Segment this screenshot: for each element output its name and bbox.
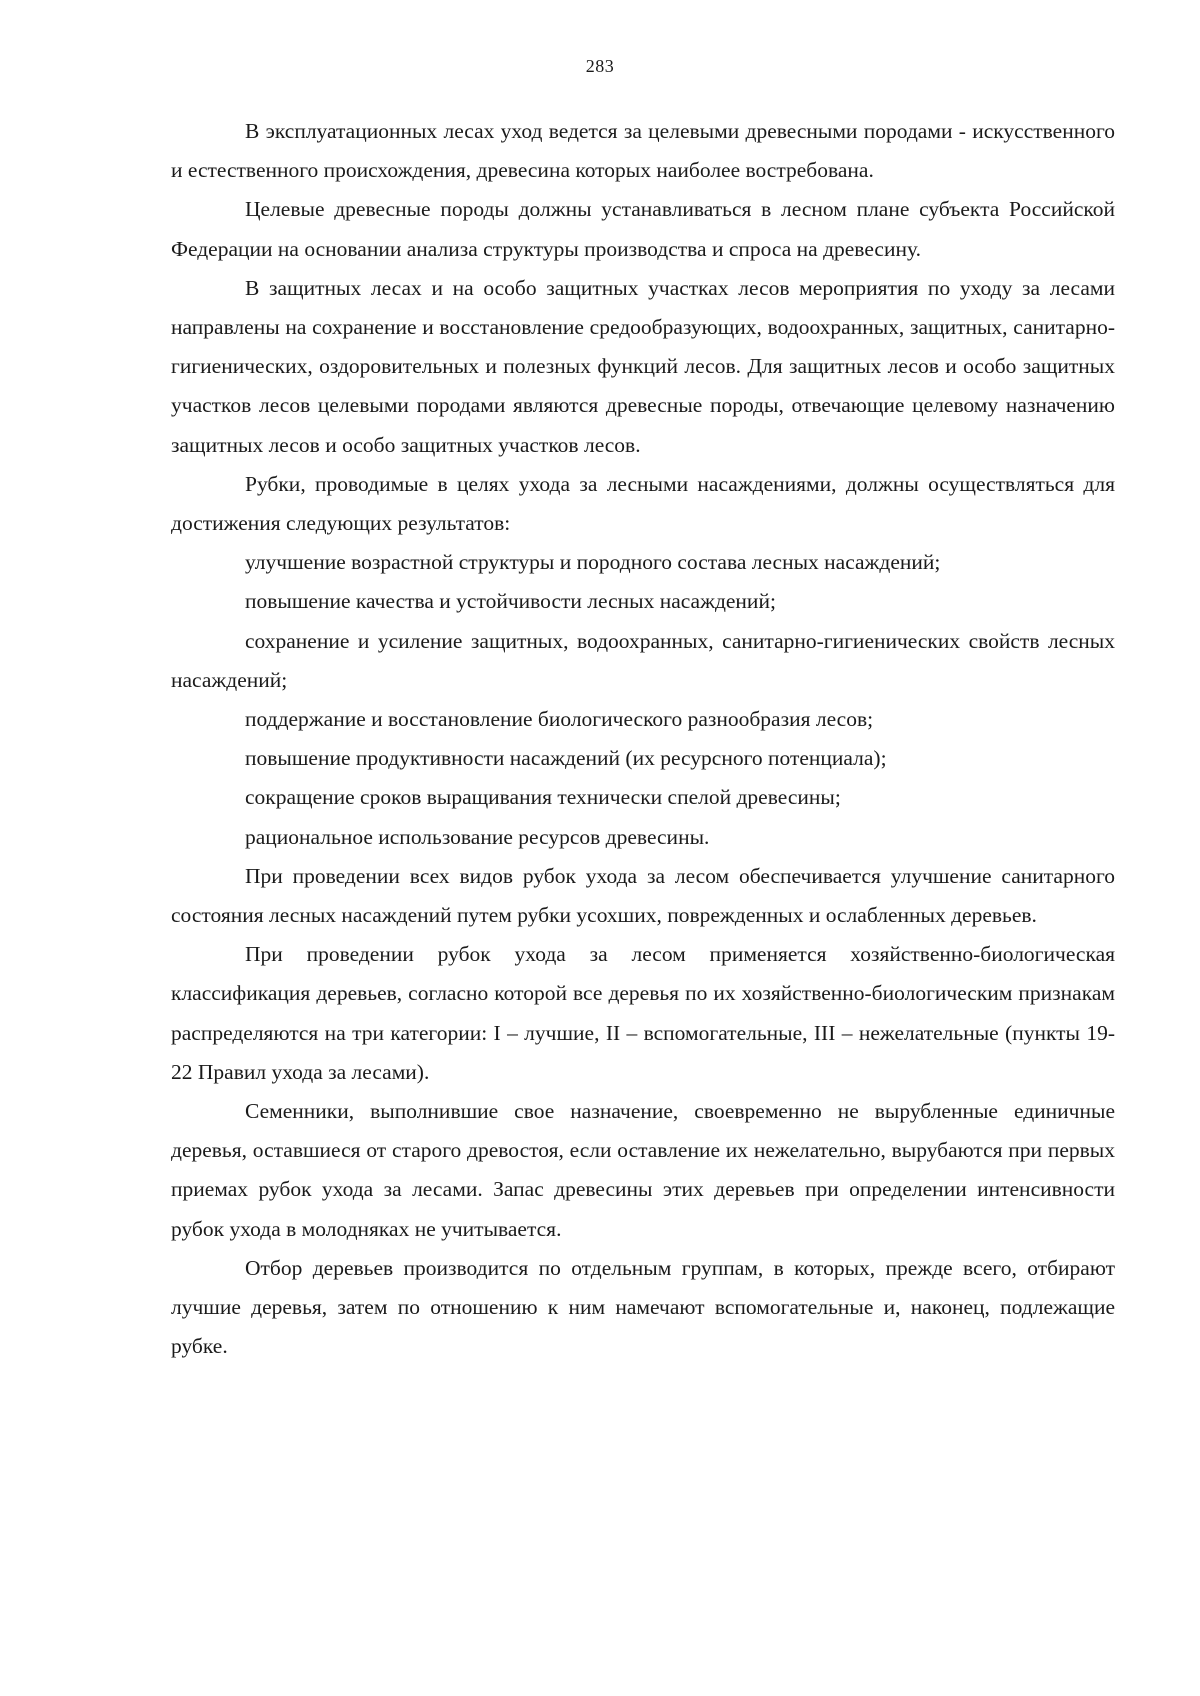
- document-body: [171, 112, 1115, 1367]
- list-item: поддержание и восстановление биологического разнообразия лесов;: [245, 707, 874, 732]
- paragraph: При проведении рубок ухода за лесом применяется хозяйственно-биологическая классификация деревьев, согласно которой все деревья по их хозяйственно-биологическим признакам распределяются на три категории: I – лучшие, II – вспомогательные, III – нежелательные (пункты 19-22 Правил ухода за лесами).: [171, 942, 1115, 1084]
- paragraph: В эксплуатационных лесах уход ведется за целевыми древесными породами - искусственного и естественного происхождения, древесина которых наиболее востребована.: [171, 119, 1115, 183]
- list-item: сокращение сроков выращивания технически спелой древесины;: [245, 785, 841, 810]
- list-item: рациональное использование ресурсов древесины.: [245, 824, 710, 849]
- paragraph: Семенники, выполнившие свое назначение, своевременно не вырубленные единичные деревья, оставшиеся от старого древостоя, если оставление их нежелательно, вырубаются при первых приемах рубок ухода за лесами. Запас древесины этих деревьев при определении интенсивности рубок ухода в молодняках не учитывается.: [171, 1099, 1115, 1241]
- list-item: сохранение и усиление защитных, водоохранных, санитарно-гигиенических свойств лесных насаждений;: [171, 628, 1115, 692]
- paragraph: Рубки, проводимые в целях ухода за лесными насаждениями, должны осуществляться для достижения следующих результатов:: [171, 471, 1115, 536]
- page-number: 283: [585, 56, 615, 76]
- list-item: улучшение возрастной структуры и породного состава лесных насаждений;: [245, 550, 941, 575]
- list-item: повышение продуктивности насаждений (их ресурсного потенциала);: [245, 746, 887, 771]
- paragraph: Целевые древесные породы должны устанавливаться в лесном плане субъекта Российской Федерации на основании анализа структуры производства и спроса на древесину.: [171, 197, 1115, 261]
- paragraph: В защитных лесах и на особо защитных участках лесов мероприятия по уходу за лесами направлены на сохранение и восстановление средообразующих, водоохранных, защитных, санитарно-гигиенических, оздоровительных и полезных функций лесов. Для защитных лесов и особо защитных участков лесов целевыми породами являются древесные породы, отвечающие целевому назначению защитных лесов и особо защитных участков лесов.: [171, 275, 1115, 457]
- paragraph: При проведении всех видов рубок ухода за лесом обеспечивается улучшение санитарного состояния лесных насаждений путем рубки усохших, поврежденных и ослабленных деревьев.: [171, 863, 1115, 928]
- paragraph: Отбор деревьев производится по отдельным группам, в которых, прежде всего, отбирают лучшие деревья, затем по отношению к ним намечают вспомогательные и, наконец, подлежащие рубке.: [171, 1255, 1115, 1359]
- list-item: повышение качества и устойчивости лесных насаждений;: [245, 589, 776, 614]
